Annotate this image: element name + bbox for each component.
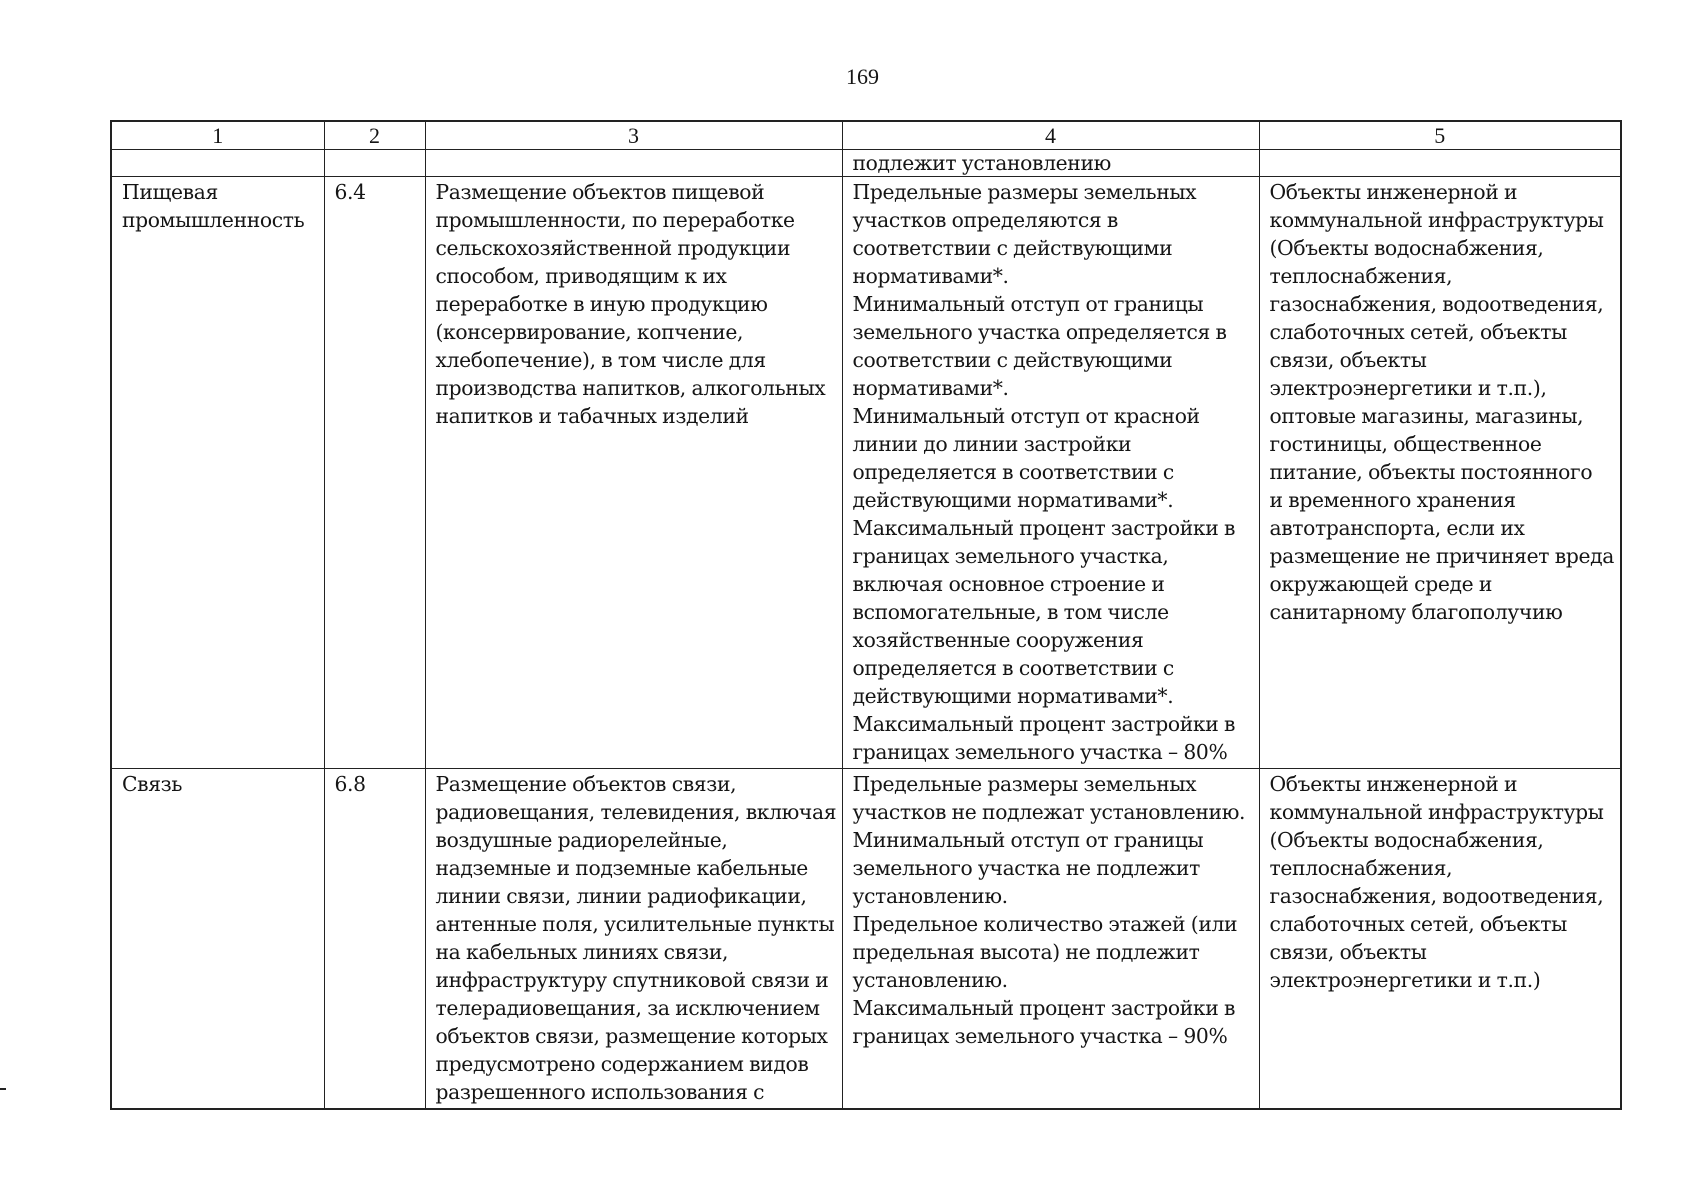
auxiliary-use-line: теплоснабжения, bbox=[1269, 856, 1453, 880]
parameter-line: Максимальный процент застройки в bbox=[852, 996, 1236, 1020]
description-line: сельскохозяйственной продукции bbox=[435, 236, 791, 260]
auxiliary-use-line: Объекты инженерной и bbox=[1269, 772, 1518, 796]
land-use-name-line: промышленность bbox=[122, 208, 305, 232]
auxiliary-use-line: и временного хранения bbox=[1269, 488, 1516, 512]
description-line: переработке в иную продукцию bbox=[435, 292, 768, 316]
description-line: радиовещания, телевидения, включая bbox=[435, 800, 837, 824]
description-line: объектов связи, размещение которых bbox=[435, 1024, 828, 1048]
description-line: надземные и подземные кабельные bbox=[435, 856, 808, 880]
auxiliary-use-line: связи, объекты bbox=[1269, 348, 1427, 372]
continuation-cell-1 bbox=[111, 150, 324, 177]
parameter-line: нормативами*. bbox=[852, 376, 1009, 400]
parameter-line: соответствии с действующими bbox=[852, 348, 1173, 372]
parameter-line: действующими нормативами*. bbox=[852, 488, 1174, 512]
parameter-line: Предельное количество этажей (или bbox=[852, 912, 1238, 936]
description-line: воздушные радиорелейные, bbox=[435, 828, 728, 852]
land-use-name-cell bbox=[111, 177, 324, 769]
parameter-line: вспомогательные, в том числе bbox=[852, 600, 1169, 624]
auxiliary-use-line: автотранспорта, если их bbox=[1269, 516, 1525, 540]
continuation-cell-5 bbox=[1259, 150, 1621, 177]
parameter-line: установлению. bbox=[852, 968, 1008, 992]
parameter-line: определяется в соответствии с bbox=[852, 460, 1174, 484]
parameter-line: земельного участка определяется в bbox=[852, 320, 1227, 344]
parameter-line: Минимальный отступ от границы bbox=[852, 292, 1204, 316]
auxiliary-use-line: электроэнергетики и т.п.), bbox=[1269, 376, 1547, 400]
auxiliary-use-line: коммунальной инфраструктуры bbox=[1269, 800, 1604, 824]
land-use-code-cell: 6.4 bbox=[324, 177, 425, 769]
parameter-line: Максимальный процент застройки в bbox=[852, 712, 1236, 736]
parameter-line: Предельные размеры земельных bbox=[852, 772, 1197, 796]
description-line: промышленности, по переработке bbox=[435, 208, 795, 232]
table-row bbox=[111, 769, 1621, 1110]
column-header-2: 2 bbox=[324, 121, 425, 150]
column-header-3: 3 bbox=[425, 121, 842, 150]
parameter-line: соответствии с действующими bbox=[852, 236, 1173, 260]
parameter-line: участков не подлежат установлению. bbox=[852, 800, 1246, 824]
auxiliary-use-line: окружающей среде и bbox=[1269, 572, 1493, 596]
auxiliary-use-line: (Объекты водоснабжения, bbox=[1269, 828, 1544, 852]
parameter-line: нормативами*. bbox=[852, 264, 1009, 288]
parameter-line: Минимальный отступ от границы bbox=[852, 828, 1204, 852]
auxiliary-uses-cell bbox=[1259, 177, 1621, 769]
description-line: (консервирование, копчение, bbox=[435, 320, 744, 344]
description-line: Размещение объектов связи, bbox=[435, 772, 737, 796]
description-line: способом, приводящим к их bbox=[435, 264, 727, 288]
description-line: напитков и табачных изделий bbox=[435, 404, 749, 428]
parameter-line: хозяйственные сооружения bbox=[852, 628, 1144, 652]
auxiliary-use-line: размещение не причиняет вреда bbox=[1269, 544, 1614, 568]
auxiliary-use-line: газоснабжения, водоотведения, bbox=[1269, 884, 1604, 908]
land-use-description-cell bbox=[425, 769, 842, 1110]
description-line: телерадиовещания, за исключением bbox=[435, 996, 820, 1020]
table-header-row bbox=[111, 121, 1621, 150]
parameter-line: границах земельного участка – 90% bbox=[852, 1024, 1228, 1048]
parameter-line: линии до линии застройки bbox=[852, 432, 1132, 456]
description-line: антенные поля, усилительные пункты bbox=[435, 912, 835, 936]
land-use-name-line: Пищевая bbox=[122, 180, 218, 204]
parameter-line: установлению. bbox=[852, 884, 1008, 908]
continuation-cell-3 bbox=[425, 150, 842, 177]
land-use-description-cell bbox=[425, 177, 842, 769]
parameter-line: границах земельного участка, bbox=[852, 544, 1169, 568]
parameter-line: границах земельного участка – 80% bbox=[852, 740, 1228, 764]
land-use-code-cell: 6.8 bbox=[324, 769, 425, 1110]
parameter-line: определяется в соответствии с bbox=[852, 656, 1174, 680]
parameter-line: Максимальный процент застройки в bbox=[852, 516, 1236, 540]
parameter-line: действующими нормативами*. bbox=[852, 684, 1174, 708]
auxiliary-use-line: связи, объекты bbox=[1269, 940, 1427, 964]
margin-mark bbox=[0, 1088, 6, 1090]
description-line: хлебопечение), в том числе для bbox=[435, 348, 766, 372]
page-number: 169 bbox=[846, 64, 879, 89]
auxiliary-use-line: (Объекты водоснабжения, bbox=[1269, 236, 1544, 260]
parameter-line: Предельные размеры земельных bbox=[852, 180, 1197, 204]
auxiliary-use-line: Объекты инженерной и bbox=[1269, 180, 1518, 204]
land-use-name-line: Связь bbox=[122, 772, 183, 796]
parameter-line: предельная высота) не подлежит bbox=[852, 940, 1200, 964]
auxiliary-use-line: санитарному благополучию bbox=[1269, 600, 1563, 624]
auxiliary-use-line: слаботочных сетей, объекты bbox=[1269, 320, 1567, 344]
description-line: предусмотрено содержанием видов bbox=[435, 1052, 809, 1076]
description-line: разрешенного использования с bbox=[435, 1080, 765, 1104]
auxiliary-use-line: газоснабжения, водоотведения, bbox=[1269, 292, 1604, 316]
auxiliary-use-line: коммунальной инфраструктуры bbox=[1269, 208, 1604, 232]
description-line: линии связи, линии радиофикации, bbox=[435, 884, 807, 908]
continuation-cell-4: подлежит установлению bbox=[842, 150, 1259, 177]
land-use-name-cell bbox=[111, 769, 324, 1110]
parameter-line: включая основное строение и bbox=[852, 572, 1165, 596]
auxiliary-use-line: оптовые магазины, магазины, bbox=[1269, 404, 1584, 428]
auxiliary-use-line: питание, объекты постоянного bbox=[1269, 460, 1593, 484]
column-header-4: 4 bbox=[842, 121, 1259, 150]
description-line: производства напитков, алкогольных bbox=[435, 376, 826, 400]
continuation-cell-2 bbox=[324, 150, 425, 177]
table-row bbox=[111, 177, 1621, 769]
auxiliary-uses-cell bbox=[1259, 769, 1621, 1110]
auxiliary-use-line: слаботочных сетей, объекты bbox=[1269, 912, 1567, 936]
land-use-parameters-cell bbox=[842, 769, 1259, 1110]
auxiliary-use-line: гостиницы, общественное bbox=[1269, 432, 1542, 456]
auxiliary-use-line: электроэнергетики и т.п.) bbox=[1269, 968, 1541, 992]
column-header-1: 1 bbox=[111, 121, 324, 150]
land-use-parameters-cell bbox=[842, 177, 1259, 769]
auxiliary-use-line: теплоснабжения, bbox=[1269, 264, 1453, 288]
continuation-row bbox=[111, 150, 1621, 177]
parameter-line: Минимальный отступ от красной bbox=[852, 404, 1200, 428]
description-line: Размещение объектов пищевой bbox=[435, 180, 765, 204]
zoning-regulations-table bbox=[110, 120, 1622, 1110]
column-header-5: 5 bbox=[1259, 121, 1621, 150]
description-line: инфраструктуру спутниковой связи и bbox=[435, 968, 829, 992]
parameter-line: участков определяются в bbox=[852, 208, 1118, 232]
description-line: на кабельных линиях связи, bbox=[435, 940, 729, 964]
parameter-line: земельного участка не подлежит bbox=[852, 856, 1200, 880]
